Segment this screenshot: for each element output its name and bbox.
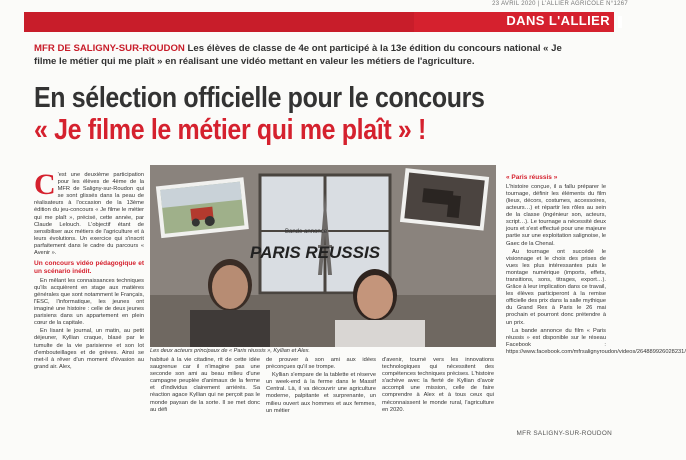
drop-cap: C <box>34 168 56 201</box>
article-column-3 <box>266 357 376 416</box>
paragraph: 'est une deuxième participation pour les élèves de 4ème de la MFR de Saligny-sur-Roudon qui se sont glissés dans la peau de réalisateurs à l'occasion de la 13ème édition du jeu-concours « Je filme le métier qui me plaît », précisé, cette année, par Claude Lelouch. L'objectif étant de sensibiliser aux métiers de l'agriculture et à leurs évolutions. Un exercice qui s'inscrit parfaitement dans le cadre du parcours « Avenir ». <box>34 172 144 257</box>
lede <box>34 42 584 68</box>
subheading: « Paris réussis » <box>506 174 558 181</box>
article-column-4 <box>382 357 494 415</box>
paragraph: En lisant le journal, un matin, au petit déjeuner, Kyllian craque, blasé par le tumulte de la vie parisienne et son lot d'embouteillages et de grèves. Ainsi se met-il à rêver d'un moment d'évasion au grand air. Alex, <box>34 328 144 370</box>
paragraph: En mêlant les connaissances techniques qu'ils acquièrent en stage aux matières générales que sont notamment le Français, l'ESC, l'informatique, les jeunes ont imaginé une histoire : celle de deux jeunes parisiens dans un appartement en plein cœur de la capitale. <box>34 277 144 327</box>
section-title: DANS L'ALLIER <box>506 13 610 28</box>
headline-line-1: En sélection officielle pour le concours <box>34 82 485 114</box>
film-title: PARIS REUSSIS <box>250 243 381 262</box>
trailer-label: Bande annonce <box>285 229 328 235</box>
photo-caption: Les deux acteurs principaux de « Paris réussis », Kyllian et Alex. <box>150 348 310 354</box>
paragraph: habitué à la vie citadine, rit de cette idée saugrenue car il n'imagine pas une seconde son ami au beau milieu d'une campagne peuplée d'animaux de la ferme et d'individus clairement arriérés. Sa réaction agace Kyllian qui ne perçoit pas le monde paysan de la sorte. Il se met donc au défi <box>150 357 260 413</box>
paragraph: L'histoire conçue, il a fallu préparer le tournage, définir les éléments du film (lieux, décors, costumes, accessoires, acteurs…) et répartir les rôles au sein de la classe (ingénieur son, acteurs, script…). Le tournage a nécessité deux jours et s'est effectué pour une majeure partie sur une exploitation salignoise, le Gaec de la Chenal. <box>506 183 606 247</box>
lede-kicker: MFR DE SALIGNY-SUR-ROUDON <box>34 43 185 54</box>
article-column-5 <box>506 174 686 357</box>
lede-text: Les élèves de classe de 4e ont participé à la 13e édition du concours national « Je filme le métier qui me plaît » en réalisant une vidéo mettant en valeur les métiers de l'agriculture. <box>34 43 562 67</box>
issue-date-line: 23 AVRIL 2020 | L'ALLIER AGRICOLE N°1267 <box>492 1 628 7</box>
section-band-dark <box>24 12 414 32</box>
article-column-2 <box>150 357 260 415</box>
paragraph: de prouver à son ami aux idées préconçues qu'il se trompe. <box>266 357 376 371</box>
headline-line-2: « Je filme le métier qui me plaît » ! <box>34 114 427 146</box>
article-column-1 <box>34 168 144 372</box>
paragraph: Au tournage ont succédé le visionnage et le choix des prises de vues les plus intéressantes puis le montage numérique (imports, effets, transitions, sons, titrages, export…). Grâce à leur implication dans ce travail, les élèves participeront à la remise officielle des prix dans la salle mythique du Grand Rex à Paris le 26 mai prochain et pourront donc prétendre à un prix. <box>506 248 606 326</box>
paragraph: Kyllian s'empare de la tablette et réserve un week-end à la ferme dans le Massif Central. Là, il va découvrir une agriculture moderne, palpitante et surprenante, un milieu ouvert aux hommes et aux femmes, un métier <box>266 372 376 414</box>
paragraph: La bande annonce du film « Paris réussis » est disponible sur le réseau Facebook : https://www.facebook.com/mfrsalignyroudon/videos/264889926028231/ <box>506 327 686 355</box>
byline: MFR SALIGNY-SUR-ROUDON <box>516 430 612 437</box>
article-photo <box>150 165 496 347</box>
section-band-marker <box>618 16 622 28</box>
paragraph: d'avenir, tourné vers les innovations technologiques qui nécessitent des compétences techniques précises. L'histoire s'achève avec la fierté de Kyllian d'avoir accompli une mission, celle de faire comprendre à Alex et à tous ceux qui méconnaissent le monde rural, l'agriculture en 2020. <box>382 357 494 413</box>
subheading: Un concours vidéo pédagogique et un scénario inédit. <box>34 260 144 275</box>
